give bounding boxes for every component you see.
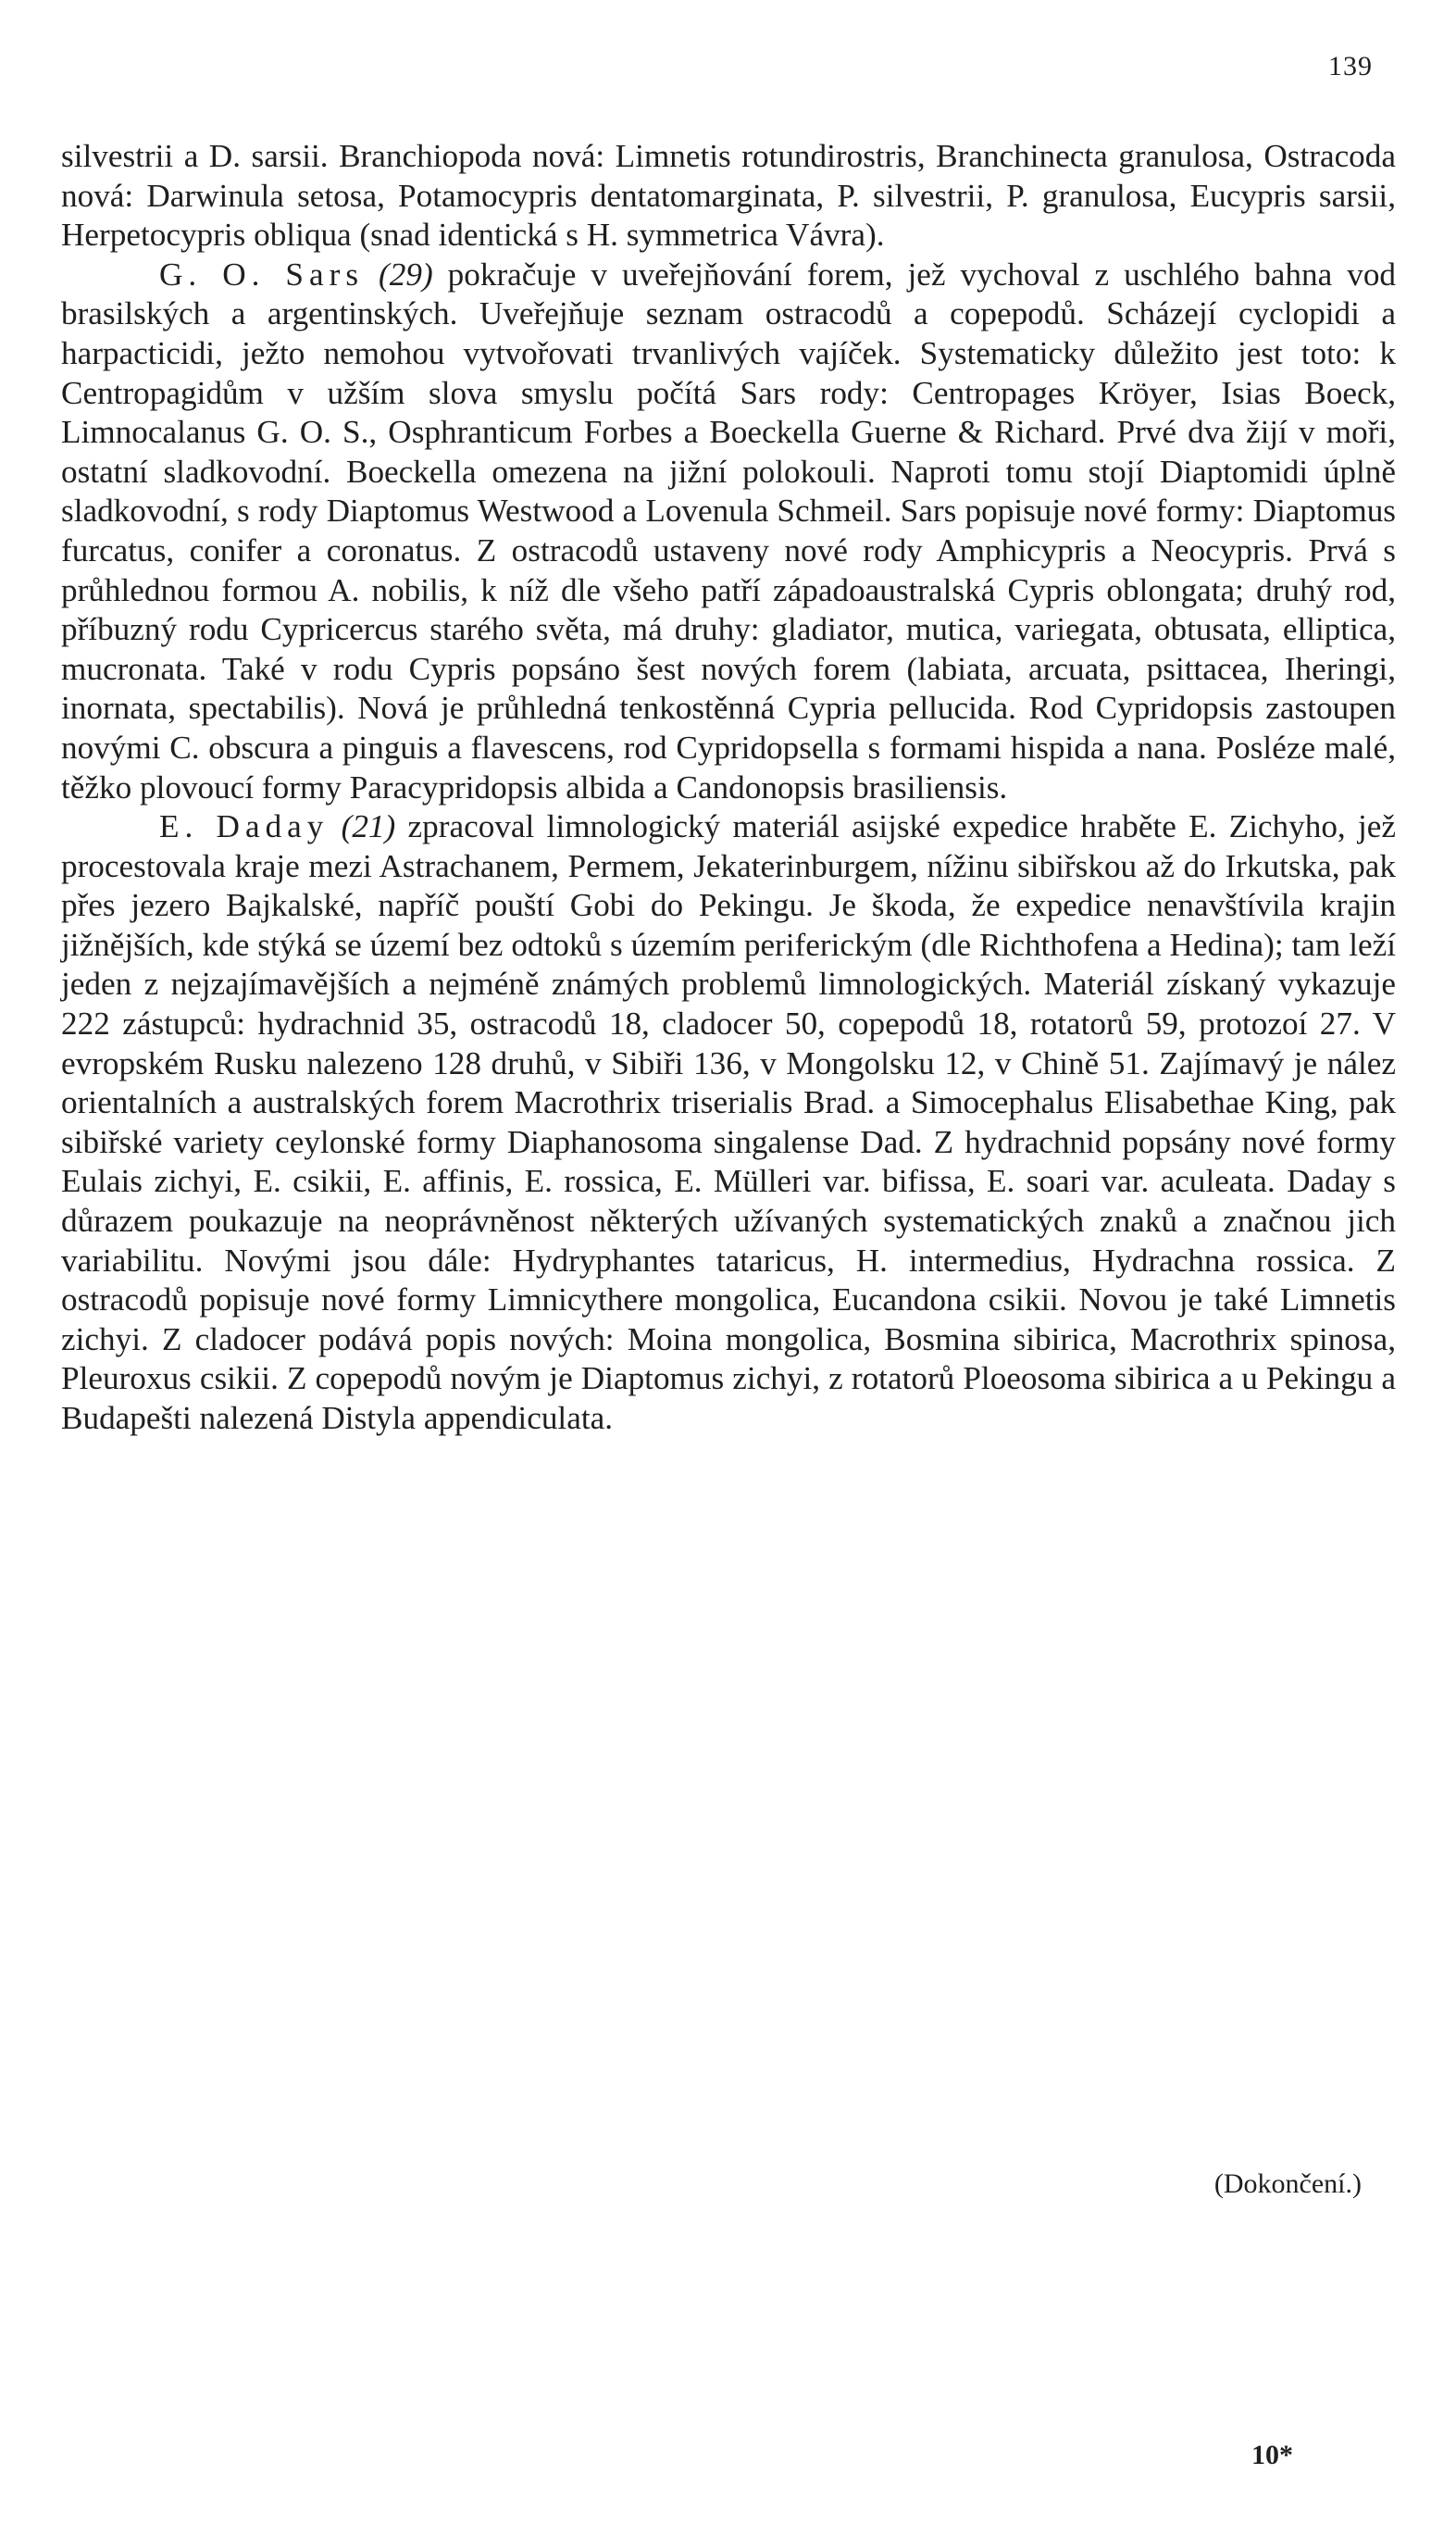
paragraph-text: zpracoval limnologický materiál asijské expedice hraběte E. Zichyho, jež procestovala kraje mezi Astrachanem, Permem, Jekaterinburgem, nížinu sibiřskou až do Irkutska, pak přes jezero Bajkalské, napříč pouští Gobi do Pekingu. Je škoda, že expedice nenavštívila krajin jižnějších, kde stýká se území bez odtoků s územím periferickým (dle Richthofena a Hedina); tam leží jeden z nejzajímavějších a nejméně známých problemů limnologických. Materiál získaný vykazuje 222 zástupců: hydrachnid 35, ostracodů 18, cladocer 50, copepodů 18, rotatorů 59, protozoí 27. V evropském Rusku nalezeno 128 druhů, v Sibiři 136, v Mongolsku 12, v Chině 51. Zajímavý je nález orientalních a australských forem Macrothrix triserialis Brad. a Simocephalus Elisabethae King, pak sibiřské variety ceylonské formy Diaphanosoma singalense Dad. Z hydrachnid popsány nové formy Eulais zichyi, E. csikii, E. affinis, E. rossica, E. Mülleri var. bifissa, E. soari var. aculeata. Daday s důrazem poukazuje na neoprávněnost některých užívaných systematických znaků a značnou jich variabilitu. Novými jsou dále: Hydryphantes tataricus, H. intermedius, Hydrachna rossica. Z ostracodů popisuje nové formy Limnicythere mongolica, Eucandona csikii. Novou je také Limnetis zichyi. Z cladocer podává popis nových: Moina mongolica, Bosmina sibirica, Macrothrix spinosa, Pleuroxus csikii. Z copepodů novým je Diaptomus zichyi, z rotatorů Ploeosoma sibirica a u Pekingu a Budapešti nalezená Distyla appendiculata. (61, 808, 1396, 1436)
author-name: E. Daday (159, 808, 330, 845)
paragraph-sars (61, 256, 1396, 807)
paragraph-continuation (61, 137, 1396, 256)
page-number: 139 (1328, 51, 1373, 81)
closing-note: (Dokončení.) (1213, 2168, 1362, 2199)
paragraph-daday (61, 807, 1396, 1439)
signature-mark: 10* (1251, 2440, 1293, 2470)
body-text (61, 137, 1396, 1439)
author-name: G. O. Sars (159, 256, 365, 293)
reference-number: (29) (379, 256, 433, 293)
paragraph-text: silvestrii a D. sarsii. Branchiopoda nová: Limnetis rotundirostris, Branchinecta granulosa, Ostracoda nová: Darwinula setosa, Potamocypris dentatomarginata, P. silvestrii, P. granulosa, Eucypris sarsii, Herpetocypris obliqua (snad identická s H. symmetrica Vávra). (61, 138, 1396, 254)
reference-number: (21) (341, 808, 396, 845)
paragraph-text: pokračuje v uveřejňování forem, jež vychoval z uschlého bahna vod brasilských a argentinských. Uveřejňuje seznam ostracodů a copepodů. Scházejí cyclopidi a harpacticidi, ježto nemohou vytvořovati trvanlivých vajíček. Systematicky důležito jest toto: k Centropagidům v užším slova smyslu počítá Sars rody: Centropages Kröyer, Isias Boeck, Limnocalanus G. O. S., Osphranticum Forbes a Boeckella Guerne & Richard. Prvé dva žijí v moři, ostatní sladkovodní. Boeckella omezena na jižní polokouli. Naproti tomu stojí Diaptomidi úplně sladkovodní, s rody Diaptomus Westwood a Lovenula Schmeil. Sars popisuje nové formy: Diaptomus furcatus, conifer a coronatus. Z ostracodů ustaveny nové rody Amphicypris a Neocypris. Prvá s průhlednou formou A. nobilis, k níž dle všeho patří západoaustralská Cypris oblongata; druhý rod, příbuzný rodu Cypricercus starého světa, má druhy: gladiator, mutica, variegata, obtusata, elliptica, mucronata. Také v rodu Cypris popsáno šest nových forem (labiata, arcuata, psittacea, Iheringi, inornata, spectabilis). Nová je průhledná tenkostěnná Cypria pellucida. Rod Cypridopsis zastoupen novými C. obscura a pinguis a flavescens, rod Cypridopsella s formami hispida a nana. Posléze malé, těžko plovoucí formy Paracypridopsis albida a Candonopsis brasiliensis. (61, 256, 1397, 806)
